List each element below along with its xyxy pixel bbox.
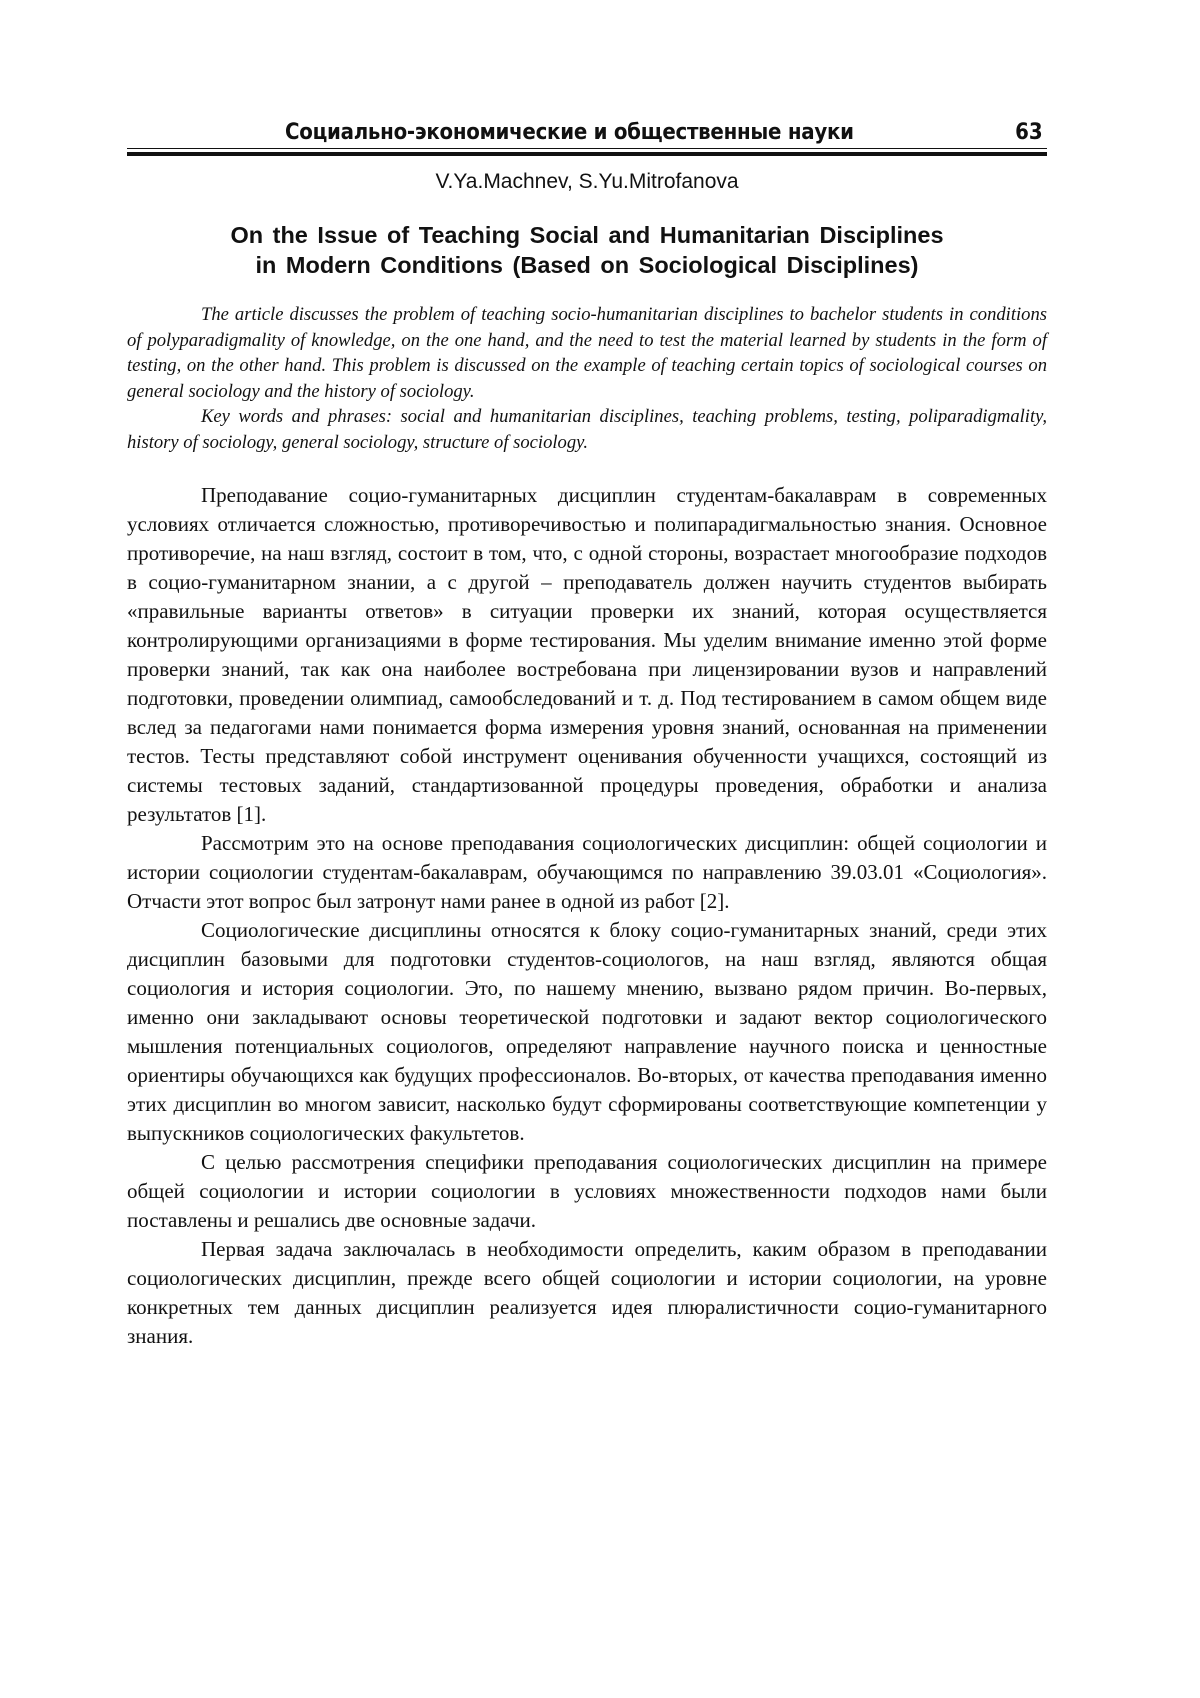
running-head	[127, 120, 1047, 156]
body-paragraph-1: Преподавание социо-гуманитарных дисциплин студентам-бакалаврам в современных условиях отличается сложностью, противоречивостью и полипарадигмальностью знания. Основное противоречие, на наш взгляд, состоит в том, что, с одной стороны, возрастает многообразие подходов в социо-гуманитарном знании, а с другой – преподаватель должен научить студентов выбирать «правильные варианты ответов» в ситуации проверки их знаний, которая осуществляется контролирующими организациями в форме тестирования. Мы уделим внимание именно этой форме проверки знаний, так как она наиболее востребована при лицензировании вузов и направлений подготовки, проведении олимпиад, самообследований и т. д. Под тестированием в самом общем виде вслед за педагогами нами понимается форма измерения уровня знаний, основанная на применении тестов. Тесты представляют собой инструмент оценивания обученности учащихся, состоящий из системы тестовых заданий, стандартизованной процедуры проведения, обработки и анализа результатов [1].	[127, 483, 1047, 826]
header-rule-thin	[127, 148, 1047, 149]
abstract	[127, 302, 1047, 455]
article-title	[127, 220, 1047, 280]
article-title-line-1: On the Issue of Teaching Social and Humanitarian Disciplines	[230, 222, 944, 248]
journal-page	[127, 120, 1047, 1351]
abstract-text: The article discusses the problem of teaching socio-humanitarian disciplines to bachelor students in conditions of polyparadigmality of knowledge, on the one hand, and the need to test the material learned by students in the form of testing, on the other hand. This problem is discussed on the example of teaching certain topics of sociological courses on general sociology and the history of sociology.	[127, 304, 1047, 402]
body-paragraph-5: Первая задача заключалась в необходимости определить, каким образом в преподавании социологических дисциплин, прежде всего общей социологии и истории социологии, на уровне конкретных тем данных дисциплин реализуется идея плюралистичности социо-гуманитарного знания.	[127, 1237, 1047, 1348]
section-title: Социально-экономические и общественные науки	[285, 120, 854, 145]
article-body	[127, 481, 1047, 1351]
header-rule-thick	[127, 152, 1047, 156]
body-paragraph-4: С целью рассмотрения специфики преподавания социологических дисциплин на примере общей социологии и истории социологии в условиях множественности подходов нами были поставлены и решались две основные задачи.	[127, 1150, 1047, 1232]
body-paragraph-3: Социологические дисциплины относятся к блоку социо-гуманитарных знаний, среди этих дисциплин базовыми для подготовки студентов-социологов, на наш взгляд, являются общая социология и история социологии. Это, по нашему мнению, вызвано рядом причин. Во-первых, именно они закладывают основы теоретической подготовки и задают вектор социологического мышления потенциальных социологов, определяют направление научного поиска и ценностные ориентиры обучающихся как будущих профессионалов. Во-вторых, от качества преподавания именно этих дисциплин во многом зависит, насколько будут сформированы соответствующие компетенции у выпускников социологических факультетов.	[127, 918, 1047, 1145]
page-number: 63	[1015, 120, 1043, 145]
body-paragraph-2: Рассмотрим это на основе преподавания социологических дисциплин: общей социологии и истории социологии студентам-бакалаврам, обучающимся по направлению 39.03.01 «Социология». Отчасти этот вопрос был затронут нами ранее в одной из работ [2].	[127, 831, 1047, 913]
keywords: Key words and phrases: social and humanitarian disciplines, teaching problems, testing, poliparadigmality, history of sociology, general sociology, structure of sociology.	[127, 406, 1047, 453]
article-title-line-2: in Modern Conditions (Based on Sociological Disciplines)	[255, 252, 919, 278]
authors: V.Ya.Machnev, S.Yu.Mitrofanova	[435, 170, 739, 193]
